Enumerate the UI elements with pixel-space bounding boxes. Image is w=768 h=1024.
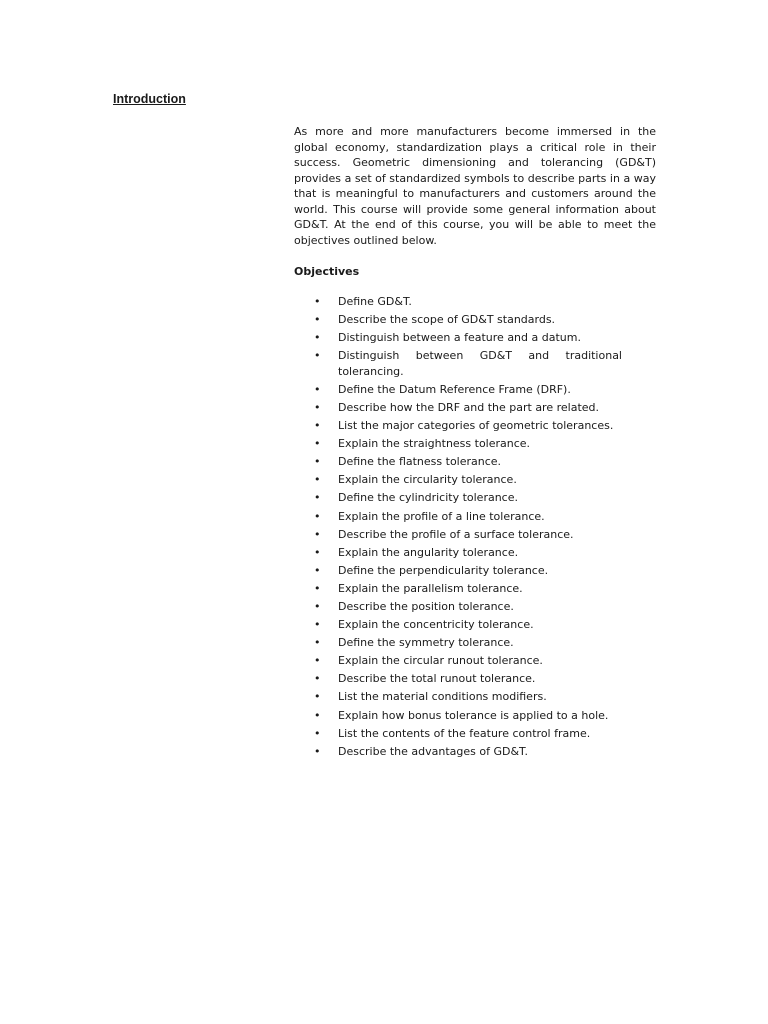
objective-text: Explain the concentricity tolerance. bbox=[338, 618, 534, 632]
objective-text: Explain the profile of a line tolerance. bbox=[338, 509, 545, 523]
bullet-icon: • bbox=[314, 654, 321, 668]
objective-item bbox=[294, 472, 622, 488]
bullet-icon: • bbox=[314, 744, 321, 758]
bullet-icon: • bbox=[314, 455, 321, 469]
objective-item bbox=[294, 653, 622, 669]
section-heading: Introduction bbox=[113, 92, 186, 106]
objective-text: Explain the parallelism tolerance. bbox=[338, 581, 523, 595]
objective-item bbox=[294, 400, 622, 416]
bullet-icon: • bbox=[314, 509, 321, 523]
objective-item bbox=[294, 454, 622, 470]
objective-item bbox=[294, 436, 622, 452]
objective-item bbox=[294, 708, 622, 724]
objective-item bbox=[294, 382, 622, 398]
objective-text: Describe the advantages of GD&T. bbox=[338, 744, 528, 758]
objective-item bbox=[294, 689, 622, 705]
bullet-icon: • bbox=[314, 726, 321, 740]
objective-text: Define the Datum Reference Frame (DRF). bbox=[338, 382, 571, 396]
bullet-icon: • bbox=[314, 437, 321, 451]
bullet-icon: • bbox=[314, 581, 321, 595]
bullet-icon: • bbox=[314, 618, 321, 632]
objective-text: Describe how the DRF and the part are related. bbox=[338, 400, 600, 414]
objective-item bbox=[294, 509, 622, 525]
objective-item bbox=[294, 726, 622, 742]
objectives-list bbox=[294, 294, 622, 759]
bullet-icon: • bbox=[314, 295, 321, 308]
objective-item bbox=[294, 563, 622, 579]
objective-text: Describe the profile of a surface tolerance. bbox=[338, 527, 574, 541]
objective-text: Describe the total runout tolerance. bbox=[338, 672, 536, 686]
objective-item bbox=[294, 635, 622, 651]
bullet-icon: • bbox=[314, 382, 321, 396]
bullet-icon: • bbox=[314, 400, 321, 414]
bullet-icon: • bbox=[314, 708, 321, 722]
objective-item bbox=[294, 671, 622, 687]
objective-text: Describe the scope of GD&T standards. bbox=[338, 313, 556, 327]
objective-text: List the major categories of geometric tolerances. bbox=[338, 419, 614, 433]
objective-text: List the material conditions modifiers. bbox=[338, 690, 547, 704]
objective-text: List the contents of the feature control frame. bbox=[338, 726, 591, 740]
objective-text: Explain how bonus tolerance is applied to a hole. bbox=[338, 708, 609, 722]
objective-text: Define GD&T. bbox=[338, 295, 412, 308]
objective-item bbox=[294, 312, 622, 328]
objective-text: Distinguish between a feature and a datum. bbox=[338, 331, 581, 345]
bullet-icon: • bbox=[314, 491, 321, 505]
objective-item bbox=[294, 294, 622, 310]
bullet-icon: • bbox=[314, 563, 321, 577]
objective-item bbox=[294, 744, 622, 760]
bullet-icon: • bbox=[314, 672, 321, 686]
objective-item bbox=[294, 330, 622, 346]
bullet-icon: • bbox=[314, 600, 321, 613]
objective-text: Distinguish between GD&T and traditional tolerancing. bbox=[338, 349, 622, 378]
intro-paragraph: As more and more manufacturers become immersed in the global economy, standardization plays a critical role in their success. Geometric dimensioning and tolerancing (GD&T) provides a set of standardized symbols to describe parts in a way that is meaningful to manufacturers and customers around the world. This course will provide some general information about GD&T. At the end of this course, you will be able to meet the objectives outlined below. bbox=[294, 125, 656, 247]
objective-item bbox=[294, 418, 622, 434]
bullet-icon: • bbox=[314, 313, 321, 327]
bullet-icon: • bbox=[314, 473, 321, 487]
objective-item bbox=[294, 599, 622, 615]
objective-item bbox=[294, 545, 622, 561]
objective-text: Define the perpendicularity tolerance. bbox=[338, 563, 549, 577]
objective-text: Explain the angularity tolerance. bbox=[338, 545, 519, 559]
bullet-icon: • bbox=[314, 690, 321, 704]
objective-item bbox=[294, 348, 622, 379]
objective-text: Explain the straightness tolerance. bbox=[338, 437, 531, 451]
objective-item bbox=[294, 527, 622, 543]
bullet-icon: • bbox=[314, 419, 321, 433]
objective-item bbox=[294, 617, 622, 633]
bullet-icon: • bbox=[314, 636, 321, 650]
content-column bbox=[294, 124, 656, 762]
bullet-icon: • bbox=[314, 349, 321, 363]
objective-text: Explain the circularity tolerance. bbox=[338, 473, 517, 487]
objective-item bbox=[294, 581, 622, 597]
objective-text: Define the flatness tolerance. bbox=[338, 455, 502, 469]
objective-text: Describe the position tolerance. bbox=[338, 600, 514, 613]
bullet-icon: • bbox=[314, 527, 321, 541]
objective-text: Define the symmetry tolerance. bbox=[338, 636, 514, 650]
objectives-heading: Objectives bbox=[294, 265, 360, 278]
bullet-icon: • bbox=[314, 331, 321, 345]
objective-text: Explain the circular runout tolerance. bbox=[338, 654, 543, 668]
bullet-icon: • bbox=[314, 545, 321, 559]
objective-item bbox=[294, 490, 622, 506]
objective-text: Define the cylindricity tolerance. bbox=[338, 491, 518, 505]
